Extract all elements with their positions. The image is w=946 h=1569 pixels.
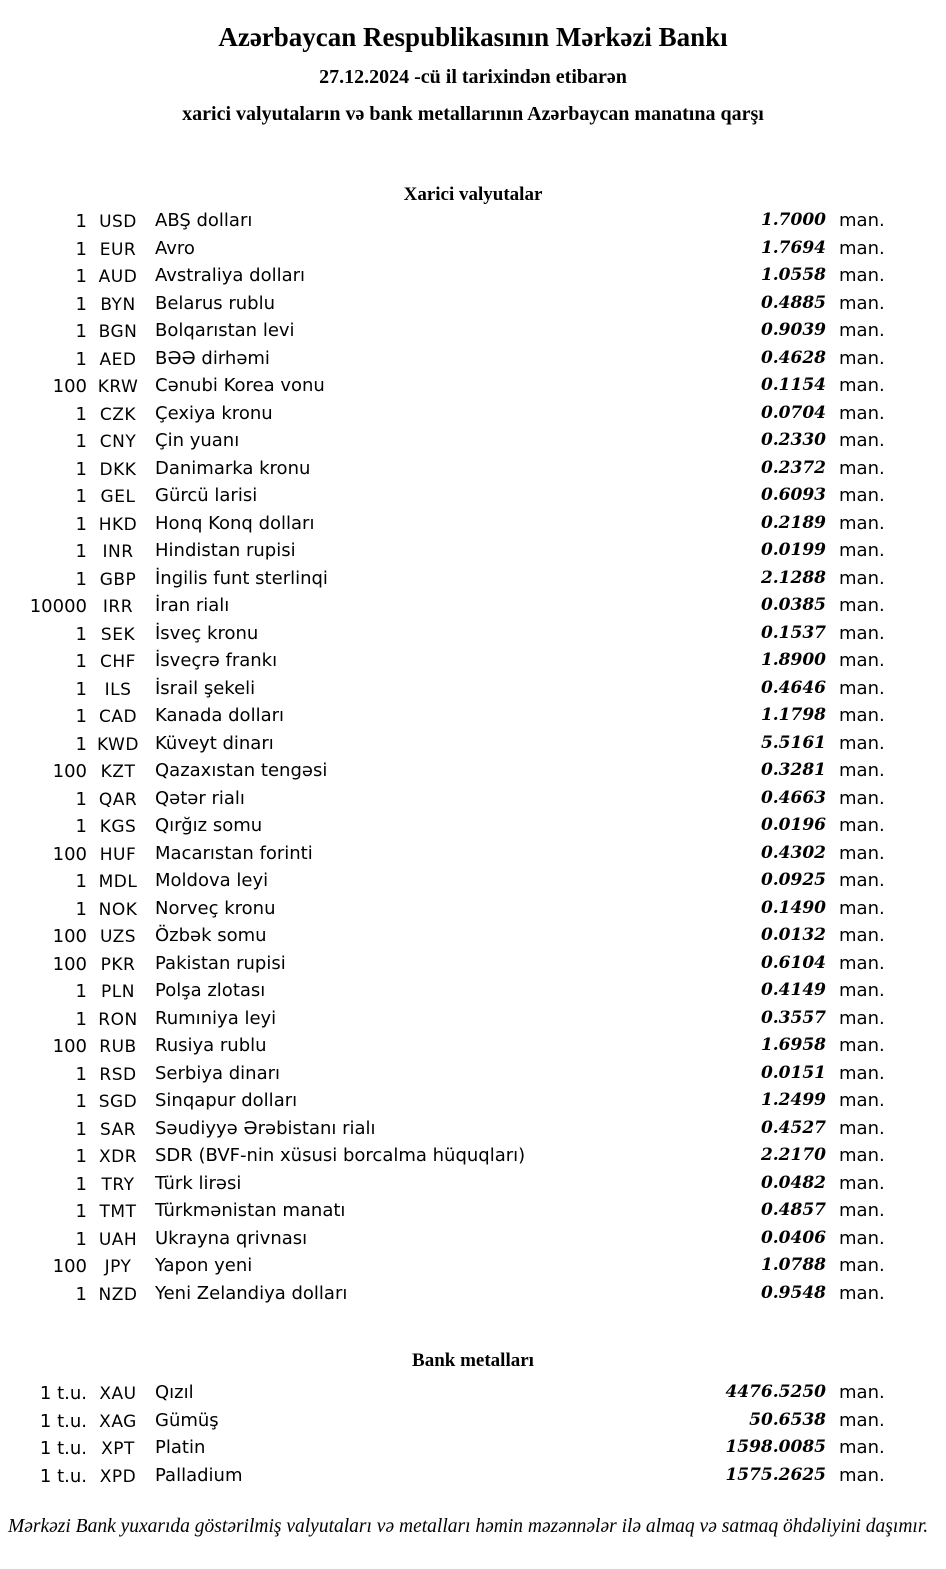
quantity-cell: 1 t.u. xyxy=(39,1438,87,1459)
currency-code-cell: INR xyxy=(102,542,134,562)
unit-label: man. xyxy=(839,622,885,644)
rate-value-cell: 0.1154 xyxy=(760,375,826,395)
metal-code-cell: XAG xyxy=(99,1411,137,1432)
currency-row xyxy=(0,235,946,263)
unit-label: man. xyxy=(839,842,885,864)
rate-value-cell: 0.3557 xyxy=(760,1007,826,1028)
currency-name-cell: Çin yuanı xyxy=(155,430,240,451)
currency-row xyxy=(0,1060,946,1088)
currency-row xyxy=(0,1197,946,1225)
quantity-cell: 1 xyxy=(75,733,87,755)
rate-value-cell: 0.1537 xyxy=(760,622,826,643)
currency-name-cell: İsveçrə frankı xyxy=(155,650,278,671)
currency-code-cell: AUD xyxy=(98,267,138,287)
quantity-cell: 100 xyxy=(52,843,87,865)
currency-name-cell: Kanada dolları xyxy=(155,705,285,726)
rate-value-cell: 0.2330 xyxy=(760,430,826,450)
quantity-cell: 100 xyxy=(52,1036,87,1057)
currency-code-cell: BGN xyxy=(98,322,138,342)
currency-row xyxy=(0,1280,946,1308)
quantity-cell: 100 xyxy=(52,376,87,397)
rate-value-cell: 0.4646 xyxy=(760,677,826,698)
rate-value-cell: 0.9548 xyxy=(760,1282,826,1303)
quantity-cell: 1 xyxy=(75,1008,87,1030)
metal-name-cell: Qızıl xyxy=(155,1382,194,1403)
currency-name-cell: BƏƏ dirhəmi xyxy=(155,347,270,369)
rate-value-cell: 0.0385 xyxy=(760,595,826,615)
currency-code-cell: XDR xyxy=(98,1147,138,1167)
currency-code-cell: ILS xyxy=(104,679,132,700)
currency-code-cell: PLN xyxy=(101,982,135,1002)
currency-name-cell: Honq Konq dolları xyxy=(155,512,315,534)
quantity-cell: 1 xyxy=(75,1146,87,1167)
unit-label: man. xyxy=(839,1282,885,1304)
currency-code-cell: USD xyxy=(99,212,137,232)
currency-row xyxy=(0,1252,946,1280)
currency-name-cell: Pakistan rupisi xyxy=(155,952,286,974)
document-header xyxy=(0,0,946,126)
unit-label: man. xyxy=(839,1437,885,1458)
rate-value-cell: 0.4663 xyxy=(760,787,826,808)
currency-row xyxy=(0,840,946,868)
currency-code-cell: KWD xyxy=(97,734,139,755)
currency-code-cell: SGD xyxy=(98,1092,138,1112)
currency-code-cell: IRR xyxy=(102,597,134,617)
quantity-cell: 100 xyxy=(52,1256,87,1277)
metal-code-cell: XPD xyxy=(99,1466,137,1487)
quantity-cell: 1 xyxy=(75,513,87,535)
rate-value-cell: 1.0558 xyxy=(760,265,826,285)
unit-label: man. xyxy=(839,265,885,286)
currency-name-cell: Norveç kronu xyxy=(155,897,276,919)
rate-value-cell: 1.7694 xyxy=(760,237,826,258)
currency-code-cell: RSD xyxy=(99,1064,137,1085)
currency-row xyxy=(0,510,946,538)
currency-row xyxy=(0,702,946,730)
currency-row xyxy=(0,977,946,1005)
rate-value-cell: 2.2170 xyxy=(760,1145,826,1165)
currency-name-cell: Macarıstan forinti xyxy=(155,842,313,864)
currency-row xyxy=(0,1115,946,1143)
rate-value-cell: 0.0132 xyxy=(760,925,826,945)
currency-row xyxy=(0,812,946,840)
rate-value-cell: 0.4527 xyxy=(760,1117,826,1138)
rate-value-cell: 0.4857 xyxy=(760,1200,826,1220)
unit-label: man. xyxy=(839,1035,885,1056)
quantity-cell: 1 xyxy=(75,348,87,370)
currency-row xyxy=(0,207,946,235)
unit-label: man. xyxy=(839,815,885,836)
rate-value-cell: 1.0788 xyxy=(760,1255,826,1275)
metals-section-title: Bank metalları xyxy=(412,1350,534,1371)
currency-row xyxy=(0,400,946,428)
currency-name-cell: Çexiya kronu xyxy=(155,402,273,424)
currency-row xyxy=(0,1142,946,1170)
unit-label: man. xyxy=(839,457,885,479)
quantity-cell: 10000 xyxy=(29,596,87,617)
rate-value-cell: 5.5161 xyxy=(760,732,826,753)
quantity-cell: 1 xyxy=(75,981,87,1002)
unit-label: man. xyxy=(839,375,885,396)
rate-value-cell: 0.9039 xyxy=(760,320,826,340)
rate-value-cell: 1598.0085 xyxy=(725,1437,826,1457)
rate-value-cell: 0.2372 xyxy=(760,457,826,478)
metal-name-cell: Platin xyxy=(155,1437,206,1458)
currency-row xyxy=(0,427,946,455)
currency-name-cell: Polşa zlotası xyxy=(155,980,266,1001)
currency-code-cell: CHF xyxy=(100,652,136,672)
unit-label: man. xyxy=(839,430,885,451)
unit-label: man. xyxy=(839,1117,885,1139)
currency-row xyxy=(0,1225,946,1253)
unit-label: man. xyxy=(839,1090,885,1111)
currency-name-cell: Rusiya rublu xyxy=(155,1035,267,1056)
unit-label: man. xyxy=(839,677,885,699)
currency-name-cell: Yeni Zelandiya dolları xyxy=(155,1282,348,1304)
quantity-cell: 1 xyxy=(75,321,87,342)
unit-label: man. xyxy=(839,705,885,726)
currency-row xyxy=(0,317,946,345)
currency-code-cell: TRY xyxy=(101,1174,135,1195)
currencies-table xyxy=(0,207,946,1307)
currency-code-cell: SEK xyxy=(100,624,136,645)
currency-name-cell: Avstraliya dolları xyxy=(155,265,306,286)
currency-code-cell: KZT xyxy=(100,762,136,782)
currency-code-cell: QAR xyxy=(98,789,138,810)
unit-label: man. xyxy=(839,787,885,809)
currency-name-cell: Moldova leyi xyxy=(155,870,269,891)
currency-name-cell: İran rialı xyxy=(155,595,230,616)
unit-label: man. xyxy=(839,567,885,589)
quantity-cell: 1 xyxy=(75,651,87,672)
effective-date-line: 27.12.2024 -cü il tarixindən etibarən xyxy=(319,66,627,88)
quantity-cell: 1 xyxy=(75,431,87,452)
unit-label: man. xyxy=(839,237,885,259)
currency-code-cell: HKD xyxy=(98,514,138,535)
unit-label: man. xyxy=(839,320,885,341)
disclaimer-text: Mərkəzi Bank yuxarıda göstərilmiş valyutaları və metalları həmin məzənnələr ilə almaq və satmaq öhdəliyini daşımır. xyxy=(8,1516,929,1537)
currency-row xyxy=(0,730,946,758)
quantity-cell: 1 xyxy=(75,678,87,700)
currency-row xyxy=(0,867,946,895)
currency-row xyxy=(0,455,946,483)
currency-code-cell: SAR xyxy=(99,1119,137,1140)
currency-code-cell: NOK xyxy=(98,899,138,920)
unit-label: man. xyxy=(839,1007,885,1029)
quantity-cell: 1 xyxy=(75,706,87,727)
unit-label: man. xyxy=(839,1409,885,1431)
quantity-cell: 1 xyxy=(75,816,87,837)
currency-name-cell: Qırğız somu xyxy=(155,815,263,836)
currency-code-cell: RUB xyxy=(99,1037,137,1057)
currency-name-cell: Küveyt dinarı xyxy=(155,732,274,754)
unit-label: man. xyxy=(839,347,885,369)
metal-code-cell: XAU xyxy=(99,1384,137,1404)
quantity-cell: 1 xyxy=(75,568,87,590)
rate-value-cell: 2.1288 xyxy=(760,567,826,588)
unit-label: man. xyxy=(839,1200,885,1221)
currency-name-cell: SDR (BVF-nin xüsusi borcalma hüquqları) xyxy=(155,1145,526,1166)
currency-code-cell: EUR xyxy=(99,239,137,260)
quantity-cell: 1 xyxy=(75,293,87,315)
rate-value-cell: 0.4149 xyxy=(760,980,826,1000)
rate-value-cell: 0.4885 xyxy=(760,292,826,313)
currency-code-cell: KGS xyxy=(99,817,137,837)
currency-name-cell: Türkmənistan manatı xyxy=(155,1200,346,1221)
currency-code-cell: CNY xyxy=(99,432,137,452)
quantity-cell: 1 xyxy=(75,211,87,232)
quantity-cell: 100 xyxy=(52,953,87,975)
unit-label: man. xyxy=(839,595,885,616)
currency-code-cell: CAD xyxy=(98,707,138,727)
unit-label: man. xyxy=(839,1464,885,1486)
bank-title: Azərbaycan Respublikasının Mərkəzi Bankı xyxy=(218,22,728,52)
currency-name-cell: Rumıniya leyi xyxy=(155,1007,277,1029)
rate-value-cell: 0.0704 xyxy=(760,402,826,423)
currency-name-cell: Serbiya dinarı xyxy=(155,1062,280,1084)
metal-name-cell: Palladium xyxy=(155,1464,243,1486)
currency-row xyxy=(0,592,946,620)
rate-value-cell: 1.6958 xyxy=(760,1035,826,1055)
currency-row xyxy=(0,1005,946,1033)
currency-row xyxy=(0,345,946,373)
quantity-cell: 1 xyxy=(75,1063,87,1085)
quantity-cell: 1 xyxy=(75,898,87,920)
unit-label: man. xyxy=(839,292,885,314)
currency-name-cell: Hindistan rupisi xyxy=(155,540,296,561)
rate-value-cell: 0.4302 xyxy=(760,842,826,863)
currency-code-cell: GEL xyxy=(100,487,136,507)
currency-code-cell: CZK xyxy=(99,404,137,425)
rate-value-cell: 0.2189 xyxy=(760,512,826,533)
rate-value-cell: 1.1798 xyxy=(760,705,826,725)
currency-name-cell: Sinqapur dolları xyxy=(155,1090,298,1111)
rate-value-cell: 1.7000 xyxy=(760,210,826,230)
unit-label: man. xyxy=(839,1062,885,1084)
currency-row xyxy=(0,565,946,593)
currency-name-cell: Gürcü larisi xyxy=(155,485,258,506)
metal-name-cell: Gümüş xyxy=(155,1409,219,1431)
currency-name-cell: Yapon yeni xyxy=(155,1255,253,1276)
quantity-cell: 1 xyxy=(75,486,87,507)
quantity-cell: 1 xyxy=(75,1283,87,1305)
rate-value-cell: 0.1490 xyxy=(760,897,826,918)
currency-row xyxy=(0,647,946,675)
quantity-cell: 1 xyxy=(75,1201,87,1222)
currency-name-cell: Belarus rublu xyxy=(155,292,276,314)
quantity-cell: 1 xyxy=(75,1173,87,1195)
currency-code-cell: MDL xyxy=(98,872,138,892)
quantity-cell: 1 t.u. xyxy=(39,1383,87,1404)
rate-value-cell: 50.6538 xyxy=(749,1409,826,1430)
currency-name-cell: İngilis funt sterlinqi xyxy=(155,567,328,589)
unit-label: man. xyxy=(839,402,885,424)
currency-code-cell: KRW xyxy=(97,377,139,397)
quantity-cell: 1 xyxy=(75,871,87,892)
currency-row xyxy=(0,922,946,950)
rate-value-cell: 1.2499 xyxy=(760,1090,826,1110)
currency-code-cell: HUF xyxy=(99,844,137,865)
unit-label: man. xyxy=(839,512,885,534)
currency-code-cell: GBP xyxy=(99,569,137,590)
metal-row xyxy=(0,1379,946,1407)
currency-row xyxy=(0,757,946,785)
quantity-cell: 1 xyxy=(75,541,87,562)
quantity-cell: 1 xyxy=(75,266,87,287)
currency-name-cell: Qazaxıstan tengəsi xyxy=(155,760,328,781)
currencies-section-title: Xarici valyutalar xyxy=(403,184,543,205)
currency-code-cell: PKR xyxy=(100,954,136,975)
unit-label: man. xyxy=(839,870,885,891)
unit-label: man. xyxy=(839,540,885,561)
rate-value-cell: 1.8900 xyxy=(760,650,826,670)
currency-code-cell: AED xyxy=(99,349,137,370)
unit-label: man. xyxy=(839,980,885,1001)
currency-name-cell: Özbək somu xyxy=(155,925,267,946)
currency-row xyxy=(0,620,946,648)
rate-value-cell: 0.4628 xyxy=(760,347,826,368)
metal-code-cell: XPT xyxy=(101,1439,135,1459)
quantity-cell: 1 xyxy=(75,1091,87,1112)
unit-label: man. xyxy=(839,1382,885,1403)
currency-row xyxy=(0,482,946,510)
currency-name-cell: Səudiyyə Ərəbistanı rialı xyxy=(155,1117,376,1139)
unit-label: man. xyxy=(839,650,885,671)
unit-label: man. xyxy=(839,952,885,974)
currency-name-cell: İsveç kronu xyxy=(155,622,259,644)
quantity-cell: 1 xyxy=(75,458,87,480)
quantity-cell: 1 xyxy=(75,1118,87,1140)
quantity-cell: 1 xyxy=(75,403,87,425)
metal-row xyxy=(0,1434,946,1462)
currency-row xyxy=(0,675,946,703)
rate-value-cell: 0.0925 xyxy=(760,870,826,890)
currency-name-cell: Bolqarıstan levi xyxy=(155,320,295,341)
rate-value-cell: 0.0151 xyxy=(760,1062,826,1083)
currency-name-cell: Cənubi Korea vonu xyxy=(155,375,325,396)
unit-label: man. xyxy=(839,925,885,946)
unit-label: man. xyxy=(839,760,885,781)
rate-value-cell: 0.0482 xyxy=(760,1172,826,1193)
rate-value-cell: 1575.2625 xyxy=(725,1464,826,1485)
currency-code-cell: NZD xyxy=(98,1284,138,1305)
currency-row xyxy=(0,537,946,565)
metal-row xyxy=(0,1462,946,1490)
currency-row xyxy=(0,290,946,318)
quantity-cell: 1 t.u. xyxy=(39,1465,87,1487)
unit-label: man. xyxy=(839,1145,885,1166)
currency-row xyxy=(0,372,946,400)
currency-row xyxy=(0,785,946,813)
metal-row xyxy=(0,1407,946,1435)
rate-value-cell: 0.6093 xyxy=(760,485,826,505)
quantity-cell: 1 xyxy=(75,238,87,260)
unit-label: man. xyxy=(839,1172,885,1194)
quantity-cell: 1 xyxy=(75,1228,87,1250)
rate-value-cell: 0.0406 xyxy=(760,1227,826,1248)
unit-label: man. xyxy=(839,210,885,231)
unit-label: man. xyxy=(839,1227,885,1249)
currency-code-cell: JPY xyxy=(104,1257,132,1277)
currency-row xyxy=(0,1170,946,1198)
currency-name-cell: Avro xyxy=(155,237,195,259)
rate-value-cell: 4476.5250 xyxy=(725,1382,826,1402)
currency-code-cell: UAH xyxy=(98,1229,138,1250)
quantity-cell: 100 xyxy=(52,926,87,947)
unit-label: man. xyxy=(839,897,885,919)
rate-value-cell: 0.3281 xyxy=(760,760,826,780)
currency-code-cell: TMT xyxy=(99,1202,137,1222)
unit-label: man. xyxy=(839,485,885,506)
currency-row xyxy=(0,1087,946,1115)
unit-label: man. xyxy=(839,1255,885,1276)
quantity-cell: 100 xyxy=(52,761,87,782)
currency-row xyxy=(0,1032,946,1060)
metals-table xyxy=(0,1379,946,1489)
quantity-cell: 1 t.u. xyxy=(39,1410,87,1432)
currency-name-cell: ABŞ dolları xyxy=(155,210,253,231)
document-subtitle: xarici valyutaların və bank metallarının Azərbaycan manatına qarşı xyxy=(182,103,764,125)
currency-name-cell: Danimarka kronu xyxy=(155,457,311,479)
currency-row xyxy=(0,895,946,923)
quantity-cell: 1 xyxy=(75,623,87,645)
unit-label: man. xyxy=(839,732,885,754)
currency-code-cell: RON xyxy=(98,1009,138,1030)
quantity-cell: 1 xyxy=(75,788,87,810)
currency-name-cell: Qətər rialı xyxy=(155,787,245,809)
currency-name-cell: İsrail şekeli xyxy=(155,677,256,699)
currency-row xyxy=(0,950,946,978)
currency-code-cell: UZS xyxy=(99,927,137,947)
currency-code-cell: BYN xyxy=(100,294,136,315)
rate-value-cell: 0.0199 xyxy=(760,540,826,560)
currency-name-cell: Türk lirəsi xyxy=(155,1172,242,1194)
currency-name-cell: Ukrayna qrivnası xyxy=(155,1227,308,1249)
currency-row xyxy=(0,262,946,290)
currency-code-cell: DKK xyxy=(99,459,137,480)
rate-value-cell: 0.0196 xyxy=(760,815,826,835)
rate-value-cell: 0.6104 xyxy=(760,952,826,973)
